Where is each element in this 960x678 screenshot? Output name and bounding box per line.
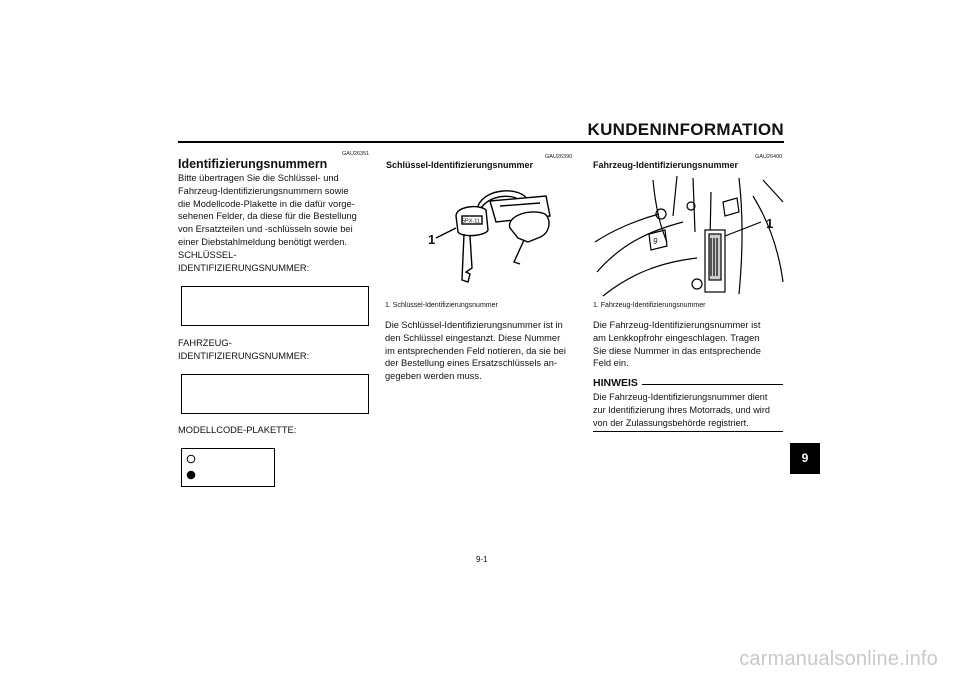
left-section-code: GAU26351 [342,151,370,157]
key-number-field[interactable] [181,286,369,326]
vehicle-frame-illustration [593,172,785,298]
left-intro-text: Bitte übertragen Sie die Schlüssel- und Fahrzeug-Identifizierungsnummern sowie die Modellcode-Plakette in die dafür vorge- sehenen Felder, da diese für die Bestellung von Ersatzteilen und -schlüsseln sowie bei einer Diebstahlmeldung benötigt werden. SCHLÜSSEL- IDENTIFIZIERUNGSNUMMER: [178,173,357,273]
key-illustration [390,176,580,296]
watermark-text: carmanualsonline.info [739,648,938,670]
middle-heading: Schlüssel-Identifizierungsnummer [386,160,534,170]
vehicle-figure-caption: 1. Fahrzeug-Identifizierungsnummer [593,302,706,309]
left-heading: Identifizierungsnummern [178,157,328,171]
model-code-label: MODELLCODE-PLAKETTE: [178,425,297,435]
chapter-tab[interactable]: 9 [790,443,820,474]
model-code-plate-graphic [182,449,276,488]
vehicle-number-label: FAHRZEUG- IDENTIFIZIERUNGSNUMMER: [178,338,310,361]
key-figure-caption: 1. Schlüssel-Identifizierungsnummer [385,302,498,309]
svg-text:5PX-11: 5PX-11 [462,218,480,225]
model-code-label-field[interactable] [181,448,275,487]
vehicle-number-field[interactable] [181,374,369,414]
key-number-label: SCHLÜSSEL- [178,249,237,260]
vehicle-callout-number: 1 [766,216,774,231]
right-heading: Fahrzeug-Identifizierungsnummer [593,160,739,170]
key-callout-number: 1 [428,232,436,247]
chapter-title: KUNDENINFORMATION [587,120,784,139]
note-end-rule [593,431,783,432]
page-number: 9-1 [476,555,488,564]
note-title: HINWEIS [593,377,642,389]
right-body-text: Die Fahrzeug-Identifizierungsnummer ist am Lenkkopfrohr eingeschlagen. Tragen Sie diese Nummer in das entsprechende Feld ein. [593,320,761,369]
middle-section-code: GAU26390 [545,154,573,160]
header-rule [178,141,784,143]
right-section-code: GAU26400 [755,154,783,160]
note-text: Die Fahrzeug-Identifizierungsnummer dient zur Identifizierung ihres Motorrads, und wird von der Zulassungsbehörde registriert. [593,392,770,428]
svg-text:9: 9 [653,237,658,246]
middle-body-text: Die Schlüssel-Identifizierungsnummer ist in den Schlüssel eingestanzt. Diese Nummer im entsprechenden Feld notieren, da sie bei der Bestellung eines Ersatzschlüssels an- gegeben werden muss. [385,320,566,382]
